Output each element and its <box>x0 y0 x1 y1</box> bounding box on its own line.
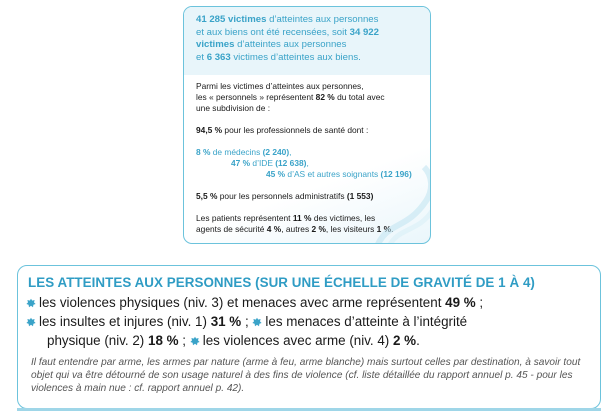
patients-paragraph: Les patients représentent 11 % des victimes, les agents de sécurité 4 %, autres 2 %, les visiteurs 1 %. <box>196 213 394 234</box>
stats-headline <box>184 7 430 75</box>
decorative-swirl-icon <box>366 161 431 244</box>
list-item: 47 % d’IDE (12 638), <box>231 158 309 168</box>
stats-headline-line-3: victimes d’atteintes aux personnes <box>196 39 347 51</box>
victims-stats-box <box>183 6 431 244</box>
weapon-definition-note: Il faut entendre par arme, les armes par nature (arme à feu, arme blanche) mais surtout celles par destination, à savoir tout objet qui va être détourné de son usage naturel à des fins de violence (cf. liste détaillée du rapport annuel p. 45 - pour les violences à main nue : cf. rapport annuel p. 42). <box>31 357 581 395</box>
admin-staff-line: 5,5 % pour les personnels administratifs (1 553) <box>196 191 374 201</box>
gravity-line-1: les violences physiques (niv. 3) et menaces avec arme représentent 49 % ; <box>26 294 483 312</box>
stats-headline-line-4: et 6 363 victimes d’atteintes aux biens. <box>196 51 361 63</box>
staff-paragraph: Parmi les victimes d’atteintes aux personnes, les « personnels » représentent 82 % du total avec une subdivision de : <box>196 81 385 113</box>
gravity-title: LES ATTEINTES AUX PERSONNES (SUR UNE ÉCHELLE DE GRAVITÉ DE 1 À 4) <box>28 275 535 290</box>
splash-bullet-icon <box>252 317 262 327</box>
gravity-scale-box <box>17 265 601 409</box>
divider <box>17 408 601 411</box>
stats-headline-line-1: 41 285 victimes d’atteintes aux personnes <box>196 14 379 25</box>
health-professionals-line: 94,5 % pour les professionnels de santé dont : <box>196 125 369 135</box>
splash-bullet-icon <box>26 317 36 327</box>
list-item: 8 % de médecins (2 240), <box>196 147 292 157</box>
stats-headline-line-2: et aux biens ont été recensées, soit 34 922 <box>196 26 379 38</box>
gravity-line-2: les insultes et injures (niv. 1) 31 % ; les menaces d’atteinte à l’intégrité <box>26 313 467 331</box>
splash-bullet-icon <box>26 298 36 308</box>
list-item: 45 % d’AS et autres soignants (12 196) <box>266 169 412 179</box>
gravity-line-3: physique (niv. 2) 18 % ; les violences avec arme (niv. 4) 2 %. <box>47 333 420 348</box>
splash-bullet-icon <box>190 336 200 346</box>
